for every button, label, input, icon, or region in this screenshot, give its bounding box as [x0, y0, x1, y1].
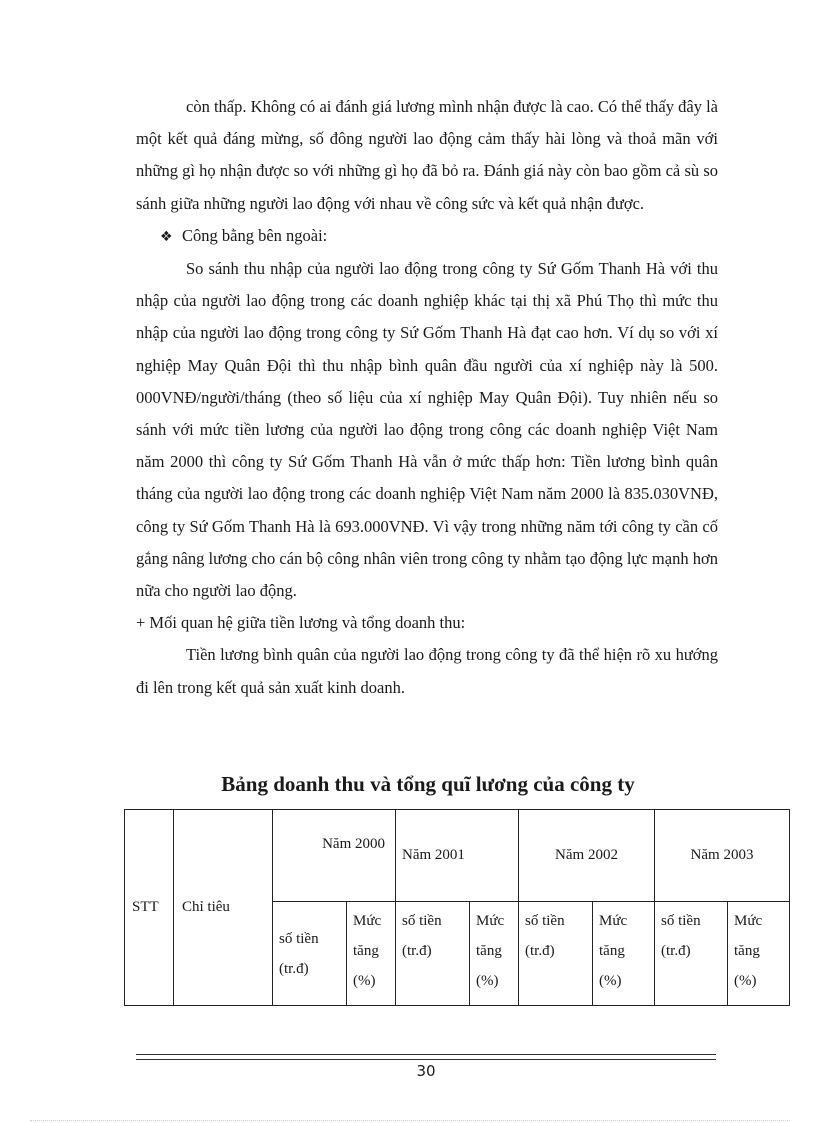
- header-year-2002: Năm 2002: [519, 810, 655, 902]
- paragraph-salary-trend: Tiền lương bình quân của người lao động trong công ty đã thể hiện rõ xu hướng đi lên trong kết quả sản xuất kinh doanh.: [136, 645, 718, 697]
- header-year-2003: Năm 2003: [655, 810, 790, 902]
- paragraph-continuation: còn thấp. Không có ai đánh giá lương mình nhận được là cao. Có thể thấy đây là một kết quả đáng mừng, số đông người lao động cảm thấy hài lòng và thoả mãn với những gì họ nhận được so với những gì họ đã bỏ ra. Đánh giá này còn bao gồm cả sù so sánh giữa những người lao động với nhau về công sức và kết quả nhận được.: [136, 97, 718, 213]
- header-muc-tang-2002: Mức tăng (%): [593, 902, 655, 1006]
- bullet-heading: [136, 220, 718, 253]
- header-so-tien-2001: số tiền (tr.đ): [396, 902, 470, 1006]
- header-year-2001: Năm 2001: [396, 810, 519, 902]
- bullet-heading-text: Công bằng bên ngoài:: [182, 225, 328, 245]
- footer-divider: [136, 1054, 716, 1060]
- header-muc-tang-2000: Mức tăng (%): [347, 902, 396, 1006]
- header-muc-tang-2003: Mức tăng (%): [728, 902, 790, 1006]
- revenue-salary-table: [124, 809, 790, 1006]
- section-heading: + Mối quan hệ giữa tiền lương và tổng doanh thu:: [136, 613, 466, 633]
- page-bottom-dotted-line: [30, 1120, 790, 1121]
- header-chi-tieu: Chỉ tiêu: [174, 810, 273, 1006]
- header-so-tien-2003: số tiền (tr.đ): [655, 902, 728, 1006]
- table-title: Bảng doanh thu và tổng quĩ lương của công ty: [221, 772, 635, 796]
- header-so-tien-2000: số tiền (tr.đ): [273, 902, 347, 1006]
- diamond-bullet-icon: ❖: [160, 228, 173, 245]
- header-year-2000: Năm 2000: [273, 810, 396, 902]
- header-stt: STT: [125, 810, 174, 1006]
- header-so-tien-2002: số tiền (tr.đ): [519, 902, 593, 1006]
- paragraph-external-fairness: So sánh thu nhập của người lao động trong công ty Sứ Gốm Thanh Hà với thu nhập của người lao động trong các doanh nghiệp khác tại thị xã Phú Thọ thì mức thu nhập của người lao động trong công ty Sứ Gốm Thanh Hà đạt cao hơn. Ví dụ so với xí nghiệp May Quân Đội thì thu nhập bình quân đầu người của xí nghiệp này là 500. 000VNĐ/người/tháng (theo số liệu của xí nghiệp May Quân Đội). Tuy nhiên nếu so sánh với mức tiền lương của người lao động trong công các doanh nghiệp Việt Nam năm 2000 thì công ty Sứ Gốm Thanh Hà vẫn ở mức thấp hơn: Tiền lương bình quân tháng của người lao động trong các doanh nghiệp Việt Nam năm 2000 là 835.030VNĐ, công ty Sứ Gốm Thanh Hà là 693.000VNĐ. Vì vậy trong những năm tới công ty cần cố gắng nâng lương cho cán bộ công nhân viên trong công ty nhằm tạo động lực mạnh hơn nữa cho người lao động.: [136, 259, 718, 601]
- body-text: [136, 91, 718, 704]
- page-number: 30: [416, 1062, 436, 1080]
- header-muc-tang-2001: Mức tăng (%): [470, 902, 519, 1006]
